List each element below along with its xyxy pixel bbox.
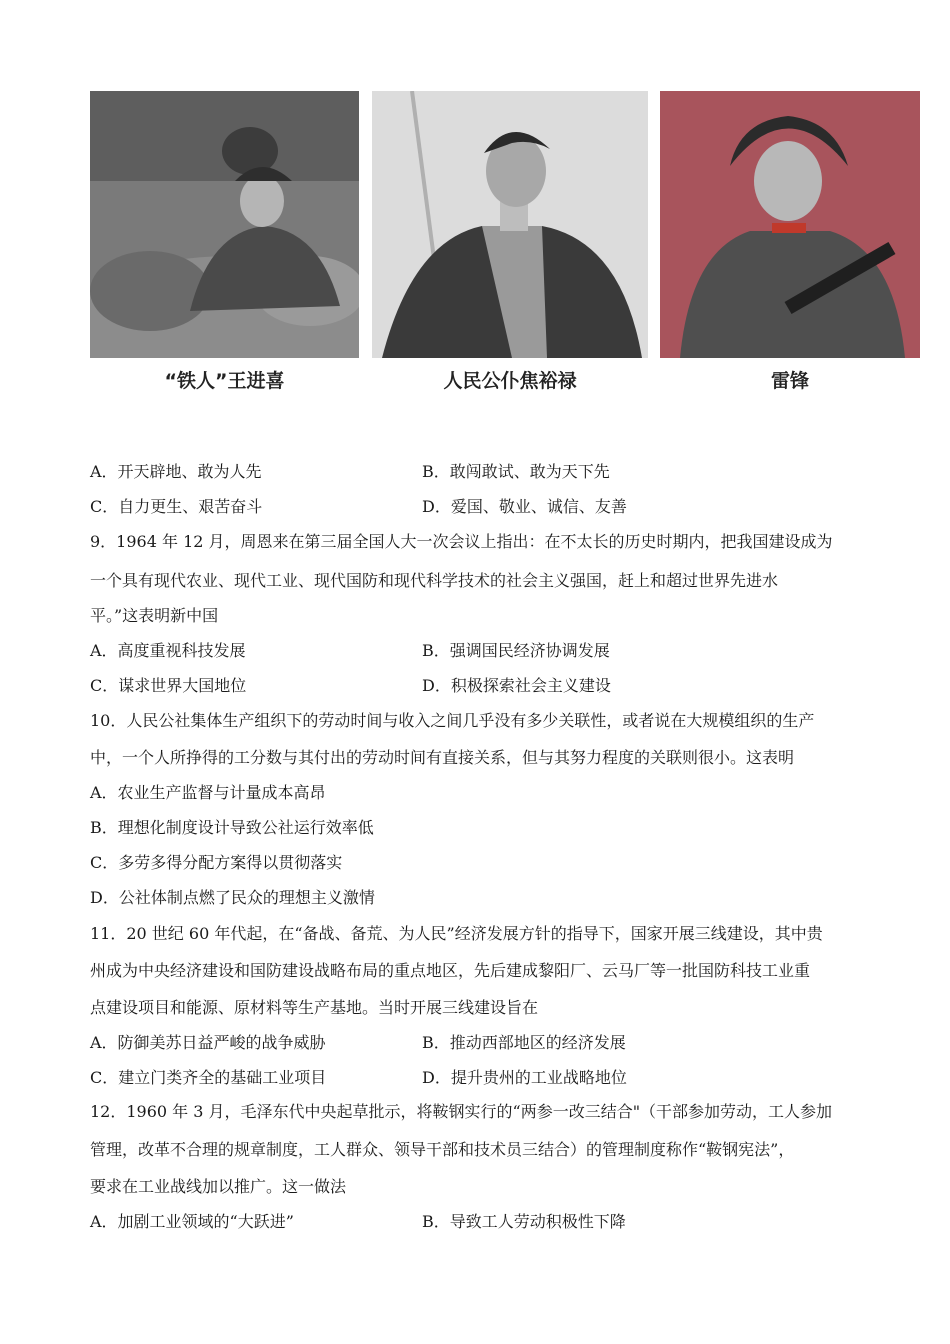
q10-option-a: A．农业生产监督与计量成本高昂: [90, 783, 326, 802]
q10-stem-line-1: 10．人民公社集体生产组织下的劳动时间与收入之间几乎没有多少关联性，或者说在大规模组织的生产: [90, 711, 815, 730]
q11-option-b: B．推动西部地区的经济发展: [422, 1033, 626, 1052]
photo-wang-jinxi: [90, 91, 359, 358]
photo-lei-feng: [660, 91, 920, 358]
q11-option-a: A．防御美苏日益严峻的战争威胁: [90, 1033, 326, 1052]
photo-caption-lei-feng: 雷锋: [770, 370, 809, 392]
q12-option-a: A．加剧工业领域的“大跃进”: [90, 1212, 294, 1231]
q12-option-b: B．导致工人劳动积极性下降: [422, 1212, 626, 1231]
q8-option-a: A．开天辟地、敢为人先: [90, 462, 262, 481]
q9-option-b: B．强调国民经济协调发展: [422, 641, 610, 660]
q9-stem-line-3: 平。”这表明新中国: [90, 606, 219, 625]
q10-option-c: C．多劳多得分配方案得以贯彻落实: [90, 853, 343, 872]
q11-option-c: C．建立门类齐全的基础工业项目: [90, 1068, 327, 1087]
q10-option-d: D．公社体制点燃了民众的理想主义激情: [90, 888, 375, 907]
photo-caption-jiao-yulu: 人民公仆焦裕禄: [443, 370, 577, 392]
q8-option-c: C．自力更生、艰苦奋斗: [90, 497, 263, 516]
q8-option-d: D．爱国、敬业、诚信、友善: [422, 497, 627, 516]
q9-option-a: A．高度重视科技发展: [90, 641, 246, 660]
q11-option-d: D．提升贵州的工业战略地位: [422, 1068, 627, 1087]
q11-stem-line-1: 11．20 世纪 60 年代起，在“备战、备荒、为人民”经济发展方针的指导下，国家开展三线建设，其中贵: [90, 924, 823, 943]
q10-stem-line-2: 中，一个人所挣得的工分数与其付出的劳动时间有直接关系，但与其努力程度的关联则很小。这表明: [90, 748, 795, 767]
q9-stem-line-1: 9．1964 年 12 月，周恩来在第三届全国人大一次会议上指出：在不太长的历史时期内，把我国建设成为: [90, 532, 833, 551]
q10-option-b: B．理想化制度设计导致公社运行效率低: [90, 818, 374, 837]
q8-option-b: B．敢闯敢试、敢为天下先: [422, 462, 610, 481]
q9-stem-line-2: 一个具有现代农业、现代工业、现代国防和现代科学技术的社会主义强国，赶上和超过世界先进水: [90, 571, 779, 590]
q12-stem-line-1: 12．1960 年 3 月，毛泽东代中央起草批示，将鞍钢实行的“两参一改三结合"（干部参加劳动，工人参加: [90, 1102, 833, 1121]
photo-caption-wang-jinxi: “铁人”王进喜: [164, 370, 285, 392]
photo-strip: [90, 91, 920, 358]
q9-option-c: C．谋求世界大国地位: [90, 676, 247, 695]
q11-stem-line-3: 点建设项目和能源、原材料等生产基地。当时开展三线建设旨在: [90, 998, 539, 1017]
q12-stem-line-2: 管理，改革不合理的规章制度，工人群众、领导干部和技术员三结合）的管理制度称作“鞍钢宪法”，: [90, 1140, 795, 1159]
q12-stem-line-3: 要求在工业战线加以推广。这一做法: [90, 1177, 347, 1196]
photo-jiao-yulu: [372, 91, 648, 358]
q9-option-d: D．积极探索社会主义建设: [422, 676, 611, 695]
q11-stem-line-2: 州成为中央经济建设和国防建设战略布局的重点地区，先后建成黎阳厂、云马厂等一批国防科技工业重: [90, 961, 811, 980]
